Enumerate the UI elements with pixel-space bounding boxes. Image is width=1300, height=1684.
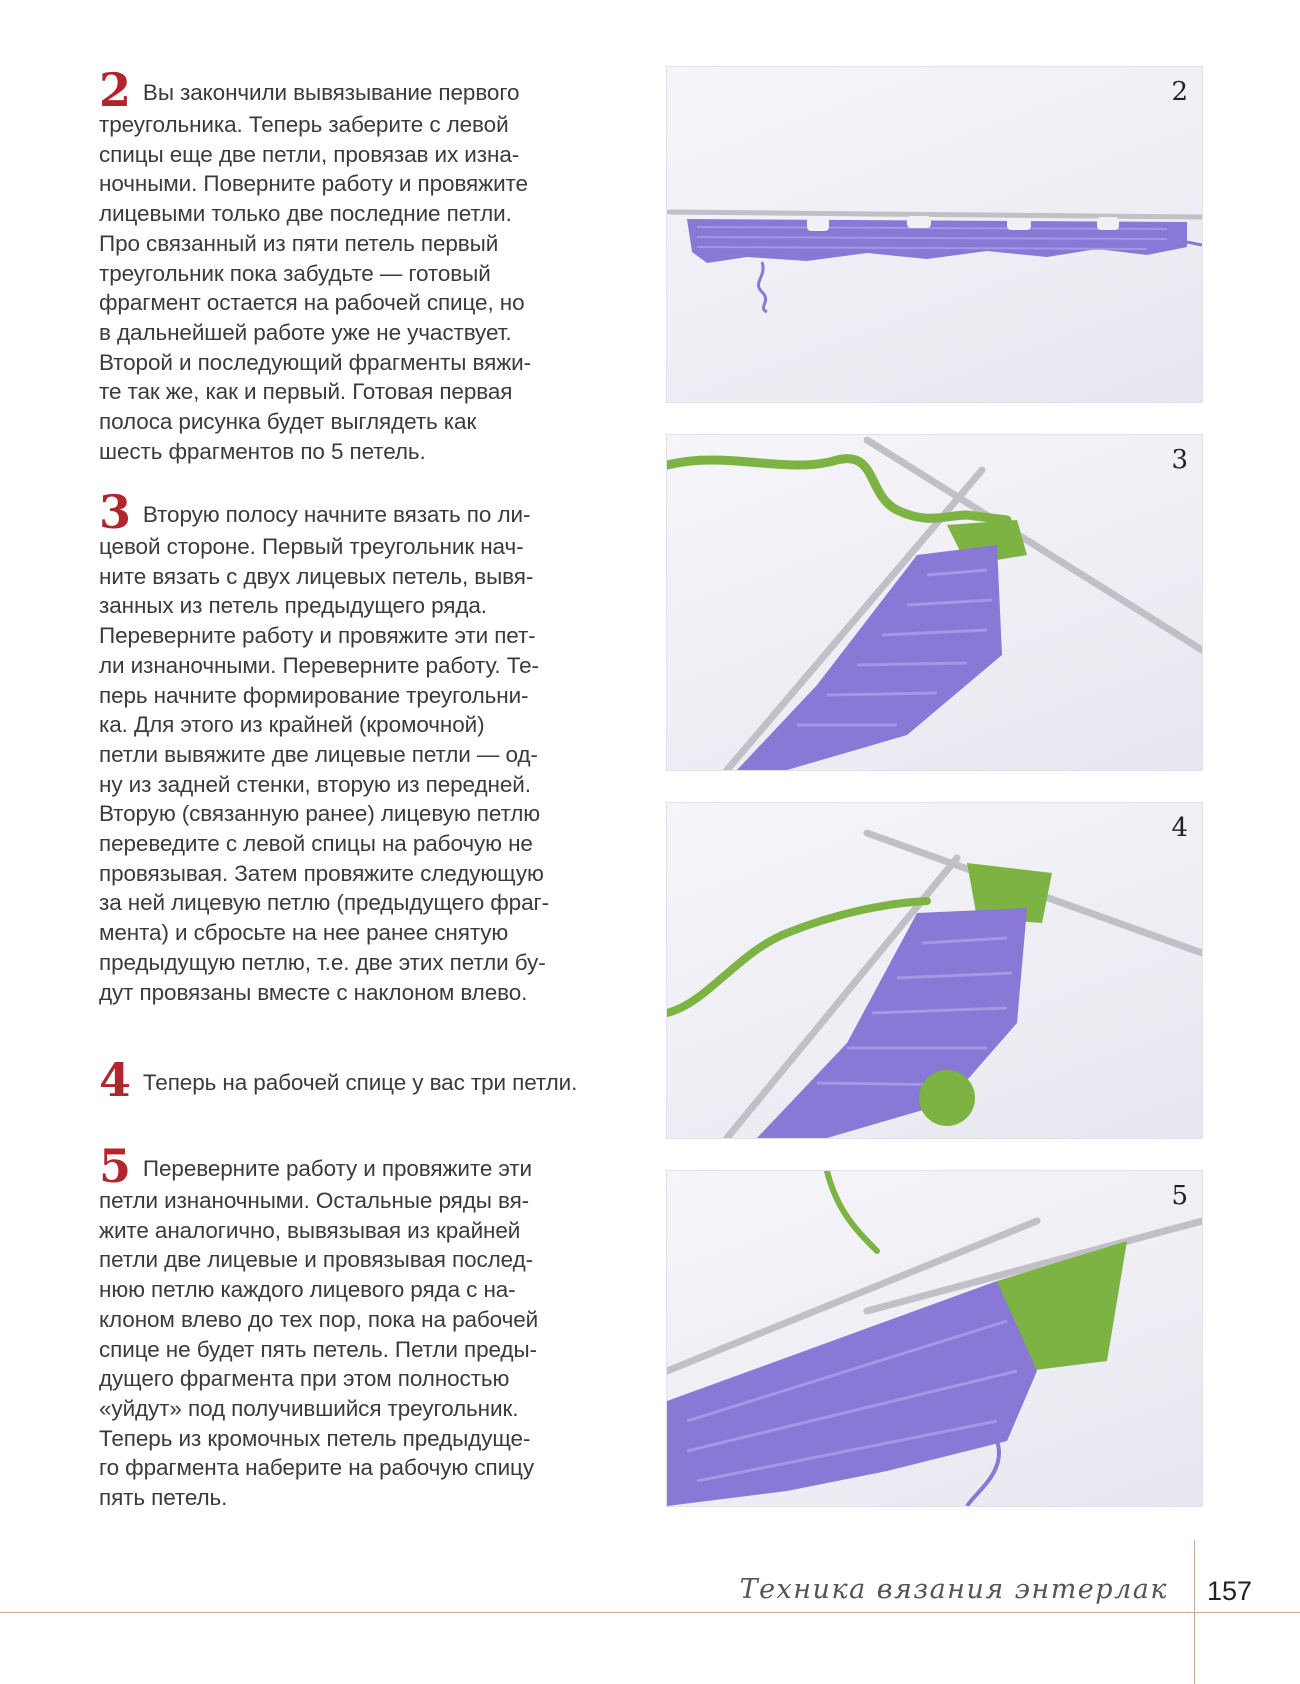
step-5	[99, 1139, 637, 1513]
knitting-illustration	[667, 803, 1202, 1138]
running-title: Техника вязания энтерлак	[739, 1574, 1168, 1605]
page-number: 157	[1207, 1576, 1253, 1606]
step-5-text: 5 Переверните работу и провяжите эти петли изнаночными. Остальные ряды вя- жите аналогично, вывязывая из крайней петли две лицевые и провязывая послед- нюю петлю каждого лицевого ряда с на- клоном влево до тех пор, пока на рабочей спице не будет пять петель. Петли преды- дущего фрагмента при этом полностью «уйдут» под получившийся треугольник. Теперь из кромочных петель предыдуще- го фрагмента наберите на рабочую спицу пять петель.	[99, 1139, 539, 1511]
step-4	[99, 1053, 637, 1107]
photo-step-2	[667, 67, 1202, 402]
photo-number: 2	[1171, 77, 1188, 107]
photo-step-4	[667, 803, 1202, 1138]
step-2	[99, 63, 637, 466]
photo-number: 4	[1171, 813, 1188, 843]
step-number: 5	[99, 1139, 131, 1193]
knitting-illustration	[667, 67, 1202, 402]
step-2-text: 2 Вы закончили вывязывание первого треугольника. Теперь заберите с левой спицы еще две петли, провязав их изна- ночными. Поверните работу и провяжите лицевыми только две последние петли. Про связанный из пяти петель первый треугольник пока забудьте — готовый фрагмент остается на рабочей спице, но в дальнейшей работе уже не участвует. Второй и последующий фрагменты вяжи- те так же, как и первый. Готовая первая полоса рисунка будет выглядеть как шесть фрагментов по 5 петель.	[99, 63, 532, 464]
photo-number: 3	[1171, 445, 1188, 475]
photo-step-5	[667, 1171, 1202, 1506]
footer-vertical-divider	[1194, 1540, 1195, 1684]
knitting-illustration	[667, 1171, 1202, 1506]
step-number: 3	[99, 485, 131, 539]
step-number: 2	[99, 63, 131, 117]
footer-divider	[0, 1612, 1300, 1613]
photo-step-3	[667, 435, 1202, 770]
step-number: 4	[99, 1053, 131, 1107]
knitting-illustration	[667, 435, 1202, 770]
photo-number: 5	[1171, 1181, 1188, 1211]
step-3	[99, 485, 637, 1007]
step-4-text: 4 Теперь на рабочей спице у вас три петли.	[99, 1053, 578, 1107]
step-3-text: 3 Вторую полосу начните вязать по ли- цевой стороне. Первый треугольник нач- ните вязать с двух лицевых петель, вывя- занных из петель предыдущего ряда. Переверните работу и провяжите эти пет- ли изнаночными. Переверните работу. Те- перь начните формирование треугольни- ка. Для этого из крайней (кромочной) петли вывяжите две лицевые петли — од- ну из задней стенки, вторую из передней. Вторую (связанную ранее) лицевую петлю переведите с левой спицы на рабочую не провязывая. Затем провяжите следующую за ней лицевую петлю (предыдущего фраг- мента) и сбросьте на нее ранее снятую предыдущую петлю, т.е. две этих петли бу- дут провязаны вместе с наклоном влево.	[99, 485, 550, 1005]
